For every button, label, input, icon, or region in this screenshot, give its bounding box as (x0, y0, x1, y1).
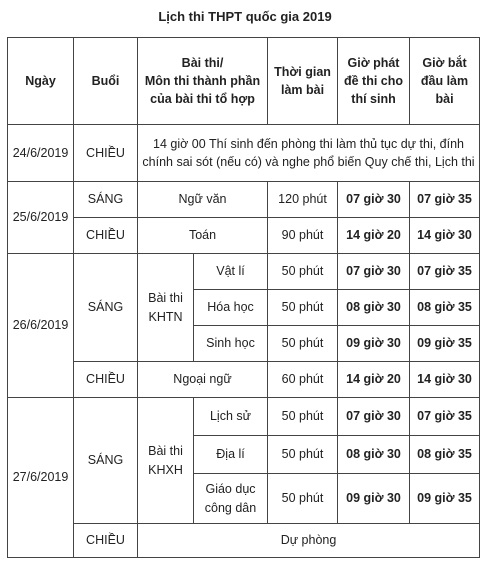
start-time-cell: 14 giờ 30 (410, 362, 480, 398)
duration-cell: 50 phút (268, 398, 338, 436)
session-cell: CHIỀU (74, 218, 138, 254)
table-row (8, 254, 480, 290)
header-session: Buổi (74, 38, 138, 125)
start-time-cell: 09 giờ 35 (410, 326, 480, 362)
table-row (8, 524, 480, 558)
page-title: Lịch thi THPT quốc gia 2019 (158, 9, 332, 24)
distribute-time-cell: 07 giờ 30 (338, 182, 410, 218)
session-cell: CHIỀU (74, 362, 138, 398)
subject-cell: Giáo dục công dân (194, 474, 268, 524)
distribute-time-cell: 07 giờ 30 (338, 398, 410, 436)
start-time-cell: 07 giờ 35 (410, 254, 480, 290)
table-row (8, 125, 480, 182)
duration-cell: 50 phút (268, 254, 338, 290)
table-row (8, 218, 480, 254)
header-start-time: Giờ bắt đầu làm bài (410, 38, 480, 125)
start-time-cell: 07 giờ 35 (410, 398, 480, 436)
distribute-time-cell: 08 giờ 30 (338, 436, 410, 474)
duration-cell: 120 phút (268, 182, 338, 218)
subject-cell: Dự phòng (138, 524, 480, 558)
date-cell: 25/6/2019 (8, 182, 74, 254)
start-time-cell: 07 giờ 35 (410, 182, 480, 218)
header-duration: Thời gian làm bài (268, 38, 338, 125)
date-cell: 27/6/2019 (8, 398, 74, 558)
distribute-time-cell: 07 giờ 30 (338, 254, 410, 290)
header-subject-line2: Môn thi thành phần của bài thi tổ hợp (144, 73, 261, 107)
subject-cell: Lịch sử (194, 398, 268, 436)
subject-cell: Ngoại ngữ (138, 362, 268, 398)
start-time-cell: 08 giờ 35 (410, 436, 480, 474)
duration-cell: 50 phút (268, 436, 338, 474)
distribute-time-cell: 08 giờ 30 (338, 290, 410, 326)
subject-group-cell: Bài thi KHTN (138, 254, 194, 362)
session-cell: CHIỀU (74, 125, 138, 182)
header-date: Ngày (8, 38, 74, 125)
date-cell: 26/6/2019 (8, 254, 74, 398)
table-row (8, 182, 480, 218)
session-cell: SÁNG (74, 254, 138, 362)
header-row (8, 38, 480, 125)
header-subject-line1: Bài thi/ (181, 55, 224, 70)
subject-cell: Hóa học (194, 290, 268, 326)
start-time-cell: 14 giờ 30 (410, 218, 480, 254)
subject-cell: Vật lí (194, 254, 268, 290)
start-time-cell: 08 giờ 35 (410, 290, 480, 326)
header-distribute-time: Giờ phát đề thi cho thí sinh (338, 38, 410, 125)
subject-cell: Ngữ văn (138, 182, 268, 218)
exam-schedule-table (7, 37, 480, 558)
session-cell: SÁNG (74, 398, 138, 524)
duration-cell: 50 phút (268, 474, 338, 524)
duration-cell: 60 phút (268, 362, 338, 398)
start-time-cell: 09 giờ 35 (410, 474, 480, 524)
distribute-time-cell: 09 giờ 30 (338, 474, 410, 524)
distribute-time-cell: 09 giờ 30 (338, 326, 410, 362)
duration-cell: 50 phút (268, 290, 338, 326)
table-row (8, 398, 480, 436)
subject-cell: Địa lí (194, 436, 268, 474)
duration-cell: 90 phút (268, 218, 338, 254)
distribute-time-cell: 14 giờ 20 (338, 362, 410, 398)
duration-cell: 50 phút (268, 326, 338, 362)
session-cell: CHIỀU (74, 524, 138, 558)
note-cell: 14 giờ 00 Thí sinh đến phòng thi làm thủ tục dự thi, đính chính sai sót (nếu có) và nghe phổ biến Quy chế thi, Lịch thi (138, 125, 480, 182)
subject-cell: Toán (138, 218, 268, 254)
session-cell: SÁNG (74, 182, 138, 218)
date-cell: 24/6/2019 (8, 125, 74, 182)
header-subject (138, 38, 268, 125)
subject-group-cell: Bài thi KHXH (138, 398, 194, 524)
table-row (8, 362, 480, 398)
subject-cell: Sinh học (194, 326, 268, 362)
distribute-time-cell: 14 giờ 20 (338, 218, 410, 254)
